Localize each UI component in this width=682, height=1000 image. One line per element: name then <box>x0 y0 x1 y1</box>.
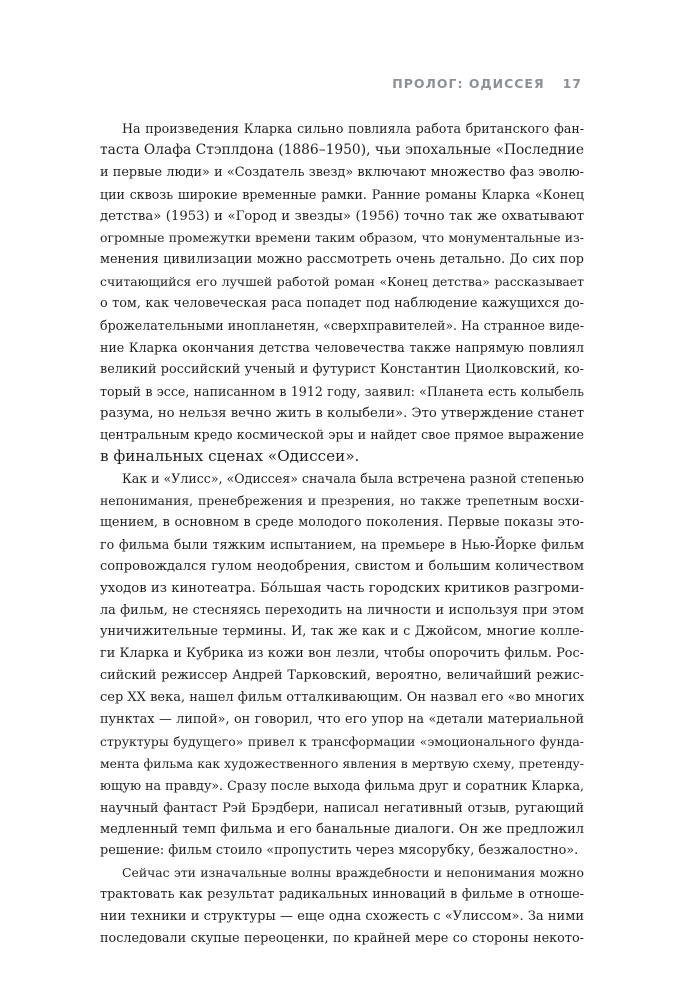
text-line: щением, в основном в среде молодого поколения. Первые показы это- <box>100 515 584 531</box>
text-line: мента фильма как художественного явления в мертвую схему, претенду- <box>100 755 584 771</box>
text-line: и первые люди» и «Создатель звезд» включают множество фаз эволю- <box>100 164 584 180</box>
text-line: сийский режиссер Андрей Тарковский, вероятно, величайший режис- <box>100 668 584 684</box>
text-line: ющую на правду». Сразу после выхода фильма друг и соратник Кларка, <box>100 777 584 793</box>
text-line: разума, но нельзя вечно жить в колыбели». Это утверждение станет <box>100 405 584 421</box>
text-line: пунктах — липой», он говорил, что его упор на «детали материальной <box>100 712 584 728</box>
text-line: Сейчас эти изначальные волны враждебности и непонимания можно <box>122 865 584 881</box>
text-line: сопровождался гулом неодобрения, свистом и большим количеством <box>100 558 584 574</box>
text-line: центральным кредо космической эры и найдет свое прямое выражение <box>100 427 584 443</box>
text-line: Как и «Улисс», «Одиссея» сначала была встречена разной степенью <box>122 471 585 487</box>
text-line: научный фантаст Рэй Брэдбери, написал негативный отзыв, ругающий <box>100 799 584 815</box>
body-text <box>100 118 584 950</box>
text-line: последовали скупые переоценки, по крайней мере со стороны некото- <box>100 930 584 946</box>
page-number: 17 <box>562 76 582 91</box>
text-line: трактовать как результат радикальных инноваций в фильме в отноше- <box>100 887 584 903</box>
text-line: о том, как человеческая раса попадет под наблюдение кажущихся до- <box>100 296 584 312</box>
text-line: На произведения Кларка сильно повлияла работа британского фан- <box>122 121 584 136</box>
text-line: го фильма были тяжким испытанием, на премьере в Нью-Йорке фильм <box>100 536 584 552</box>
text-line: медленный темп фильма и его банальные диалоги. Он же предложил <box>100 821 584 837</box>
text-line: в финальных сценах «Одиссеи». <box>100 447 360 466</box>
text-line: непонимания, пренебрежения и презрения, но также трепетным восхи- <box>100 493 584 509</box>
text-line: ги Кларка и Кубрика из кожи вон лезли, чтобы опорочить фильм. Рос- <box>100 646 584 662</box>
text-line: ции сквозь широкие временные рамки. Ранние романы Кларка «Конец <box>100 186 584 202</box>
running-head <box>392 76 582 91</box>
text-line: брожелательными инопланетян, «сверхправителей». На странное виде- <box>100 318 584 334</box>
text-line: таста Олафа Стэплдона (1886–1950), чьи эпохальные «Последние <box>100 141 584 158</box>
text-line: торый в эссе, написанном в 1912 году, заявил: «Планета есть колыбель <box>100 383 584 399</box>
text-line: ние Кларка окончания детства человечества также напрямую повлиял <box>100 339 584 355</box>
text-line: сер XX века, нашел фильм отталкивающим. Он назвал его «во многих <box>100 690 585 706</box>
text-line: уничижительные термины. И, так же как и с Джойсом, многие колле- <box>100 624 584 640</box>
text-line: структуры будущего» привел к трансформации «эмоционального фунда- <box>100 733 584 749</box>
section-title: ПРОЛОГ: ОДИССЕЯ <box>392 76 545 91</box>
text-line: решение: фильм стоило «пропустить через мясорубку, безжалостно». <box>100 843 579 859</box>
text-line: ла фильм, не стесняясь переходить на личности и используя при этом <box>100 602 584 618</box>
text-line: считающийся его лучшей работой роман «Конец детства» рассказывает <box>100 274 584 290</box>
text-line: детства» (1953) и «Город и звезды» (1956) точно так же охватывают <box>100 208 584 224</box>
text-line: менения цивилизации можно рассмотреть очень детально. До сих пор <box>100 252 584 268</box>
text-line: огромные промежутки времени таким образом, что монументальные из- <box>100 230 584 246</box>
text-line: уходов из кинотеатра. Бóльшая часть городских критиков разгроми- <box>100 580 584 596</box>
text-line: нии техники и структуры — еще одна схожесть с «Улиссом». За ними <box>100 909 584 925</box>
text-line: великий российский ученый и футурист Константин Циолковский, ко- <box>100 361 584 377</box>
